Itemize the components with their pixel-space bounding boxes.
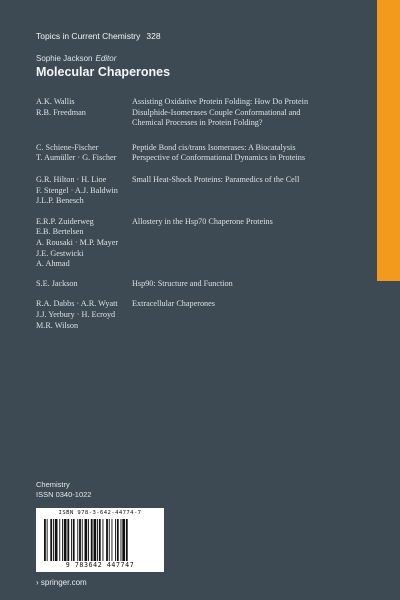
author-line: A. Rousaki · M.P. Mayer <box>36 237 119 247</box>
author-line: F. Stengel · A.J. Baldwin <box>36 185 118 195</box>
author-line: J.L.P. Benesch <box>36 196 84 206</box>
barcode-bar <box>122 519 125 561</box>
author-line: J.E. Gestwicki <box>36 248 84 258</box>
barcode-bar <box>109 519 110 561</box>
footer-info <box>36 480 91 500</box>
website-link[interactable]: › springer.com <box>36 578 87 587</box>
barcode-bar <box>55 519 58 561</box>
barcode-bar <box>97 519 98 561</box>
author-line: E.B. Bertelsen <box>36 227 84 237</box>
barcode-bar <box>99 519 101 561</box>
barcode-bar <box>117 519 119 561</box>
table-of-contents <box>36 97 366 331</box>
barcode-bar <box>71 519 72 561</box>
toc-entry <box>36 279 366 290</box>
toc-authors <box>36 97 132 129</box>
author-line: G.R. Hilton · H. Lioe <box>36 174 107 184</box>
chapter-title-line: Hsp90: Structure and Function <box>132 278 233 288</box>
barcode-bar <box>79 519 81 561</box>
accent-color-band <box>377 0 400 281</box>
author-line: A. Ahmad <box>36 259 70 269</box>
toc-entry <box>36 97 366 129</box>
barcode-bar <box>106 519 108 561</box>
toc-authors <box>36 143 132 164</box>
toc-entry <box>36 143 366 164</box>
toc-chapter-title <box>132 175 366 207</box>
series-line <box>36 31 161 41</box>
barcode-bar <box>126 519 128 561</box>
toc-authors <box>36 175 132 207</box>
author-line: C. Schiene-Fischer <box>36 142 99 152</box>
barcode-bar <box>88 519 89 561</box>
barcode-bar <box>94 519 97 561</box>
issn-label: ISSN 0340-1022 <box>36 490 92 499</box>
barcode-bar <box>62 519 63 561</box>
toc-chapter-title <box>132 279 366 290</box>
toc-authors <box>36 299 132 331</box>
author-line: A.K. Wallis <box>36 97 75 106</box>
barcode-bar <box>59 519 60 561</box>
toc-authors <box>36 217 132 270</box>
editor-role: Editor <box>95 54 117 63</box>
chapter-title-line: Extracellular Chaperones <box>132 299 215 309</box>
barcode-bar <box>50 519 52 561</box>
barcode-bar <box>103 519 104 561</box>
chapter-title-line: Small Heat-Shock Proteins: Paramedics of the Cell <box>132 174 300 184</box>
barcode-digits: 9 783642 447747 <box>65 561 135 569</box>
subject-label: Chemistry <box>36 480 70 489</box>
toc-entry <box>36 217 366 270</box>
barcode-bar <box>47 519 48 561</box>
series-number: 328 <box>146 31 161 41</box>
author-line: S.E. Jackson <box>36 278 78 288</box>
author-line: M.R. Wilson <box>36 320 79 330</box>
toc-chapter-title <box>132 97 366 129</box>
barcode-bar <box>112 519 113 561</box>
toc-authors <box>36 279 132 290</box>
toc-entry <box>36 299 366 331</box>
book-title: Molecular Chaperones <box>36 65 171 79</box>
barcode-bar <box>77 519 78 561</box>
author-line: R.B. Freedman <box>36 107 86 117</box>
barcode-bar <box>82 519 83 561</box>
chapter-title-line: Allostery in the Hsp70 Chaperone Proteins <box>132 216 273 226</box>
author-line: R.A. Dabbs · A.R. Wyatt <box>36 299 118 309</box>
chapter-title-line: Disulphide-Isomerases Couple Conformational and <box>132 107 301 117</box>
barcode-isbn-text: ISBN 978-3-642-44774-7 <box>58 510 142 516</box>
series-name: Topics in Current Chemistry <box>36 31 141 41</box>
barcode-bar <box>91 519 93 561</box>
barcode-bar <box>53 519 54 561</box>
chapter-title-line: Assisting Oxidative Protein Folding: How Do Protein <box>132 97 309 106</box>
toc-chapter-title <box>132 217 366 270</box>
barcode-bar <box>121 519 122 561</box>
chapter-title-line: Perspective of Conformational Dynamics in Proteins <box>132 153 306 163</box>
editor-line <box>36 54 116 63</box>
barcode-bar <box>67 519 69 561</box>
chapter-title-line: Peptide Bond cis/trans Isomerases: A Biocatalysis <box>132 142 296 152</box>
barcode-bar <box>85 519 88 561</box>
toc-entry <box>36 175 366 207</box>
editor-name: Sophie Jackson <box>36 54 93 63</box>
barcode-bar <box>115 519 116 561</box>
toc-chapter-title <box>132 299 366 331</box>
barcode-bar <box>44 519 46 561</box>
barcode-bar <box>73 519 75 561</box>
barcode-bars <box>44 519 156 561</box>
author-line: E.R.P. Zuiderweg <box>36 216 94 226</box>
chapter-title-line: Chemical Processes in Protein Folding? <box>132 118 263 128</box>
author-line: J.J. Yerbury · H. Ecroyd <box>36 309 116 319</box>
barcode-bar <box>64 519 67 561</box>
barcode-block <box>36 508 164 572</box>
author-line: T. Aumüller · G. Fischer <box>36 153 117 163</box>
toc-chapter-title <box>132 143 366 164</box>
